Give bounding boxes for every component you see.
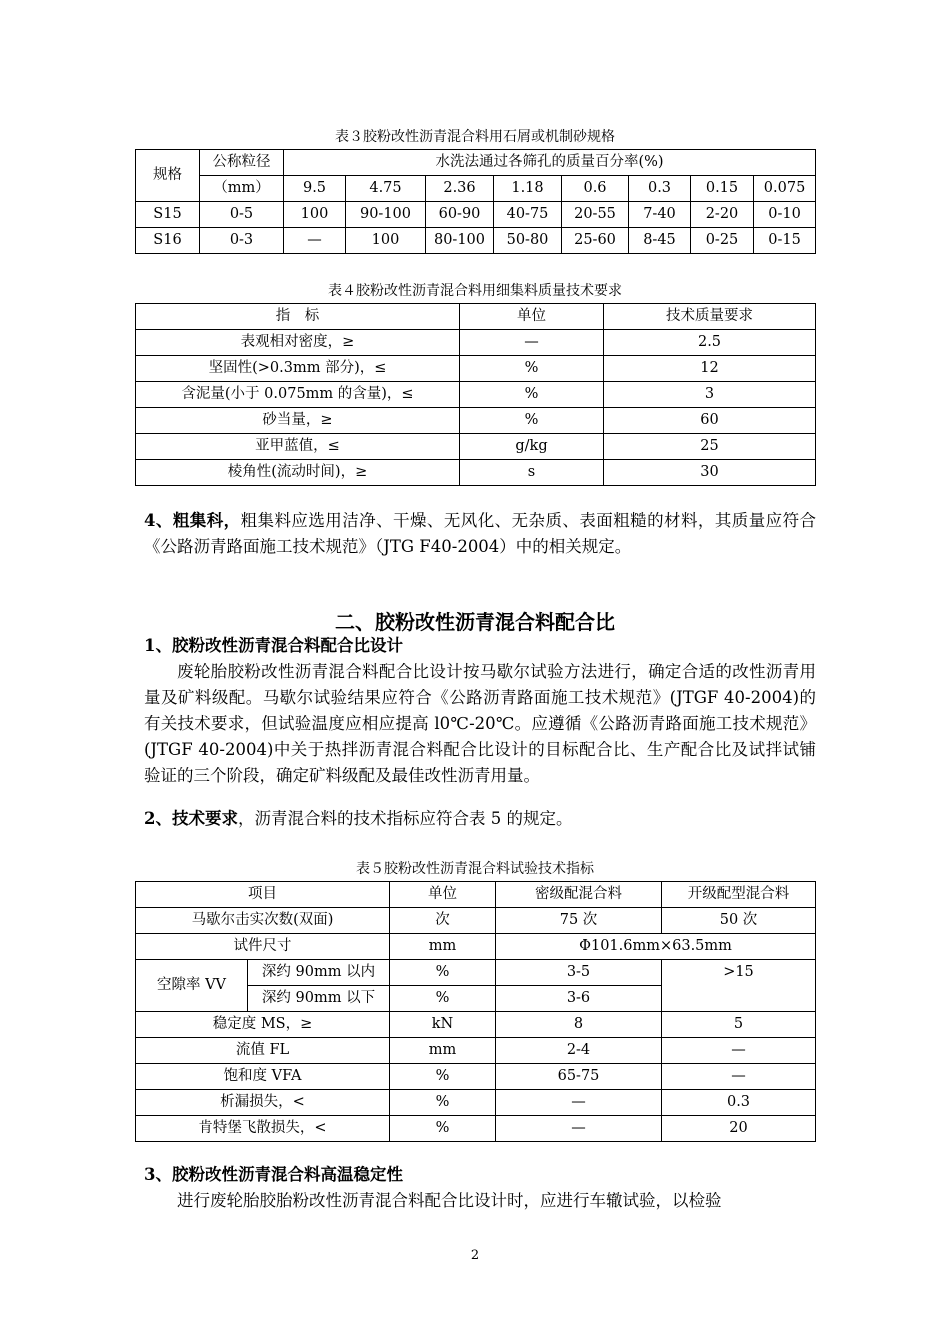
- table3-cell: —: [284, 228, 346, 254]
- table3-sieve: 4.75: [346, 176, 426, 202]
- table3-cell: 8-45: [629, 228, 691, 254]
- table4-cell: 砂当量，≥: [136, 408, 460, 434]
- table3-header-size-unit: （mm）: [200, 176, 284, 202]
- table3-cell: 0-3: [200, 228, 284, 254]
- table3-sieve: 1.18: [494, 176, 562, 202]
- sub3-title-text: 3、胶粉改性沥青混合料高温稳定性: [144, 1165, 403, 1184]
- table-row: [136, 960, 816, 986]
- table-row: [136, 460, 816, 486]
- table5-cell: 2-4: [496, 1038, 662, 1064]
- table-row: [136, 1038, 816, 1064]
- table5-cell: 流值 FL: [136, 1038, 390, 1064]
- sub2-text: ，沥青混合料的技术指标应符合表 5 的规定。: [237, 809, 573, 828]
- table3-cell: S15: [136, 202, 200, 228]
- table3-header-spec: 规格: [136, 150, 200, 202]
- sub3-paragraph: 进行废轮胎胶胎粉改性沥青混合料配合比设计时，应进行车辙试验，以检验: [177, 1191, 722, 1210]
- table3-cell: 25-60: [562, 228, 629, 254]
- table5-cell: —: [496, 1090, 662, 1116]
- table5-cell: 65-75: [496, 1064, 662, 1090]
- table4-cell: 60: [604, 408, 816, 434]
- table-row: [136, 434, 816, 460]
- table5-cell: 析漏损失，<: [136, 1090, 390, 1116]
- table5-cell: 50 次: [662, 908, 816, 934]
- table4-cell: —: [460, 330, 604, 356]
- table3: [135, 149, 816, 254]
- table3-cell: S16: [136, 228, 200, 254]
- table3-cell: 100: [284, 202, 346, 228]
- table5-cell: 75 次: [496, 908, 662, 934]
- sub1-title: [144, 633, 816, 659]
- table5-cell: 5: [662, 1012, 816, 1038]
- table4-cell: 25: [604, 434, 816, 460]
- table5-header: 开级配型混合料: [662, 882, 816, 908]
- table-row: [136, 408, 816, 434]
- table5-cell: %: [390, 1116, 496, 1142]
- table4-cell: 含泥量(小于 0.075mm 的含量)，≤: [136, 382, 460, 408]
- table-row: [136, 382, 816, 408]
- sub1-title-text: 1、胶粉改性沥青混合料配合比设计: [144, 636, 403, 655]
- table5-cell: 次: [390, 908, 496, 934]
- table5-cell: %: [390, 1064, 496, 1090]
- table3-cell: 60-90: [426, 202, 494, 228]
- table-row: [136, 934, 816, 960]
- table5-cell: —: [662, 1038, 816, 1064]
- table4: [135, 303, 816, 486]
- table4-header: 技术质量要求: [604, 304, 816, 330]
- table4-cell: 30: [604, 460, 816, 486]
- table5-cell: —: [662, 1064, 816, 1090]
- sub2-paragraph: [144, 806, 816, 832]
- table5-cell: 8: [496, 1012, 662, 1038]
- table3-cell: 0-15: [754, 228, 816, 254]
- table3-sieve: 0.075: [754, 176, 816, 202]
- table5-header: 项目: [136, 882, 390, 908]
- table5-cell: Φ101.6mm×63.5mm: [496, 934, 816, 960]
- table5-cell: 3-5: [496, 960, 662, 986]
- table4-cell: 亚甲蓝值，≤: [136, 434, 460, 460]
- table5-cell: 深约 90mm 以下: [248, 986, 390, 1012]
- table3-sieve: 9.5: [284, 176, 346, 202]
- table3-cell: 7-40: [629, 202, 691, 228]
- table4-cell: %: [460, 382, 604, 408]
- table3-cell: 20-55: [562, 202, 629, 228]
- table5-cell: 饱和度 VFA: [136, 1064, 390, 1090]
- table3-cell: 100: [346, 228, 426, 254]
- table4-cell: g/kg: [460, 434, 604, 460]
- table5-cell: 3-6: [496, 986, 662, 1012]
- table4-cell: %: [460, 356, 604, 382]
- table4-cell: 坚固性(>0.3mm 部分)，≤: [136, 356, 460, 382]
- sub2-label: 2、技术要求: [144, 809, 238, 828]
- table3-cell: 0-5: [200, 202, 284, 228]
- table3-header-size: 公称粒径: [200, 150, 284, 176]
- table5-cell: 肯特堡飞散损失，<: [136, 1116, 390, 1142]
- table5-header: 单位: [390, 882, 496, 908]
- table5-cell: —: [496, 1116, 662, 1142]
- table5-header: 密级配混合料: [496, 882, 662, 908]
- table5-cell: 0.3: [662, 1090, 816, 1116]
- sub3-title: [144, 1162, 816, 1188]
- table4-cell: 棱角性(流动时间)，≥: [136, 460, 460, 486]
- table-row: [136, 1090, 816, 1116]
- table3-cell: 50-80: [494, 228, 562, 254]
- table3-cell: 2-20: [691, 202, 754, 228]
- table-row: [136, 1012, 816, 1038]
- table3-sieve: 0.15: [691, 176, 754, 202]
- table-row: [136, 1064, 816, 1090]
- table5-cell: kN: [390, 1012, 496, 1038]
- table3-sieve: 0.3: [629, 176, 691, 202]
- table3-sieve: 2.36: [426, 176, 494, 202]
- table4-header: 单位: [460, 304, 604, 330]
- table-row: [136, 330, 816, 356]
- table5-cell: 20: [662, 1116, 816, 1142]
- table-row: [136, 202, 816, 228]
- section-title: 二、胶粉改性沥青混合料配合比: [335, 610, 615, 634]
- table4-cell: 2.5: [604, 330, 816, 356]
- table4-header: 指 标: [136, 304, 460, 330]
- table3-caption: 表３胶粉改性沥青混合料用石屑或机制砂规格: [335, 129, 615, 145]
- table5-void-open: >15: [662, 960, 816, 1012]
- table-row: [136, 228, 816, 254]
- table5: [135, 881, 816, 1142]
- table3-sieve: 0.6: [562, 176, 629, 202]
- table4-cell: 12: [604, 356, 816, 382]
- table5-cell: 试件尺寸: [136, 934, 390, 960]
- table5-cell: mm: [390, 1038, 496, 1064]
- table5-cell: %: [390, 960, 496, 986]
- table4-cell: %: [460, 408, 604, 434]
- table5-cell: 深约 90mm 以内: [248, 960, 390, 986]
- table5-cell: 马歇尔击实次数(双面): [136, 908, 390, 934]
- table3-cell: 40-75: [494, 202, 562, 228]
- table-row: [136, 356, 816, 382]
- table4-cell: 3: [604, 382, 816, 408]
- table-row: [136, 908, 816, 934]
- sub1-paragraph: 废轮胎胶粉改性沥青混合料配合比设计按马歇尔试验方法进行，确定合适的改性沥青用量及矿料级配。马歇尔试验结果应符合《公路沥青路面施工技术规范》(JTGF 40-2004)的有关技术要求，但试验温度应相应提高 l0℃-20℃。应遵循《公路沥青路面施工技术规范》(JTGF 40-2004)中关于热拌沥青混合料配合比设计的目标配合比、生产配合比及试拌试铺验证的三个阶段，确定矿料级配及最佳改性沥青用量。: [144, 662, 816, 785]
- coarse-aggregate-text: 粗集料应选用洁净、干燥、无风化、无杂质、表面粗糙的材料，其质量应符合《公路沥青路面施工技术规范》（JTG F40-2004）中的相关规定。: [144, 511, 817, 556]
- table5-cell: %: [390, 986, 496, 1012]
- table3-cell: 90-100: [346, 202, 426, 228]
- table5-cell: mm: [390, 934, 496, 960]
- coarse-aggregate-paragraph: [144, 508, 816, 560]
- page-number: 2: [470, 1248, 480, 1263]
- table3-header-pass: 水洗法通过各筛孔的质量百分率(%): [284, 150, 816, 176]
- coarse-aggregate-label: 4、粗集科，: [144, 511, 241, 530]
- table5-cell: %: [390, 1090, 496, 1116]
- table3-cell: 0-25: [691, 228, 754, 254]
- table5-void-label: 空隙率 VV: [136, 960, 248, 1012]
- table-row: [136, 1116, 816, 1142]
- table4-caption: 表４胶粉改性沥青混合料用细集料质量技术要求: [328, 283, 622, 299]
- table3-cell: 0-10: [754, 202, 816, 228]
- table5-caption: 表５胶粉改性沥青混合料试验技术指标: [356, 861, 594, 877]
- table3-cell: 80-100: [426, 228, 494, 254]
- table4-cell: s: [460, 460, 604, 486]
- table5-cell: 稳定度 MS，≥: [136, 1012, 390, 1038]
- table4-cell: 表观相对密度，≥: [136, 330, 460, 356]
